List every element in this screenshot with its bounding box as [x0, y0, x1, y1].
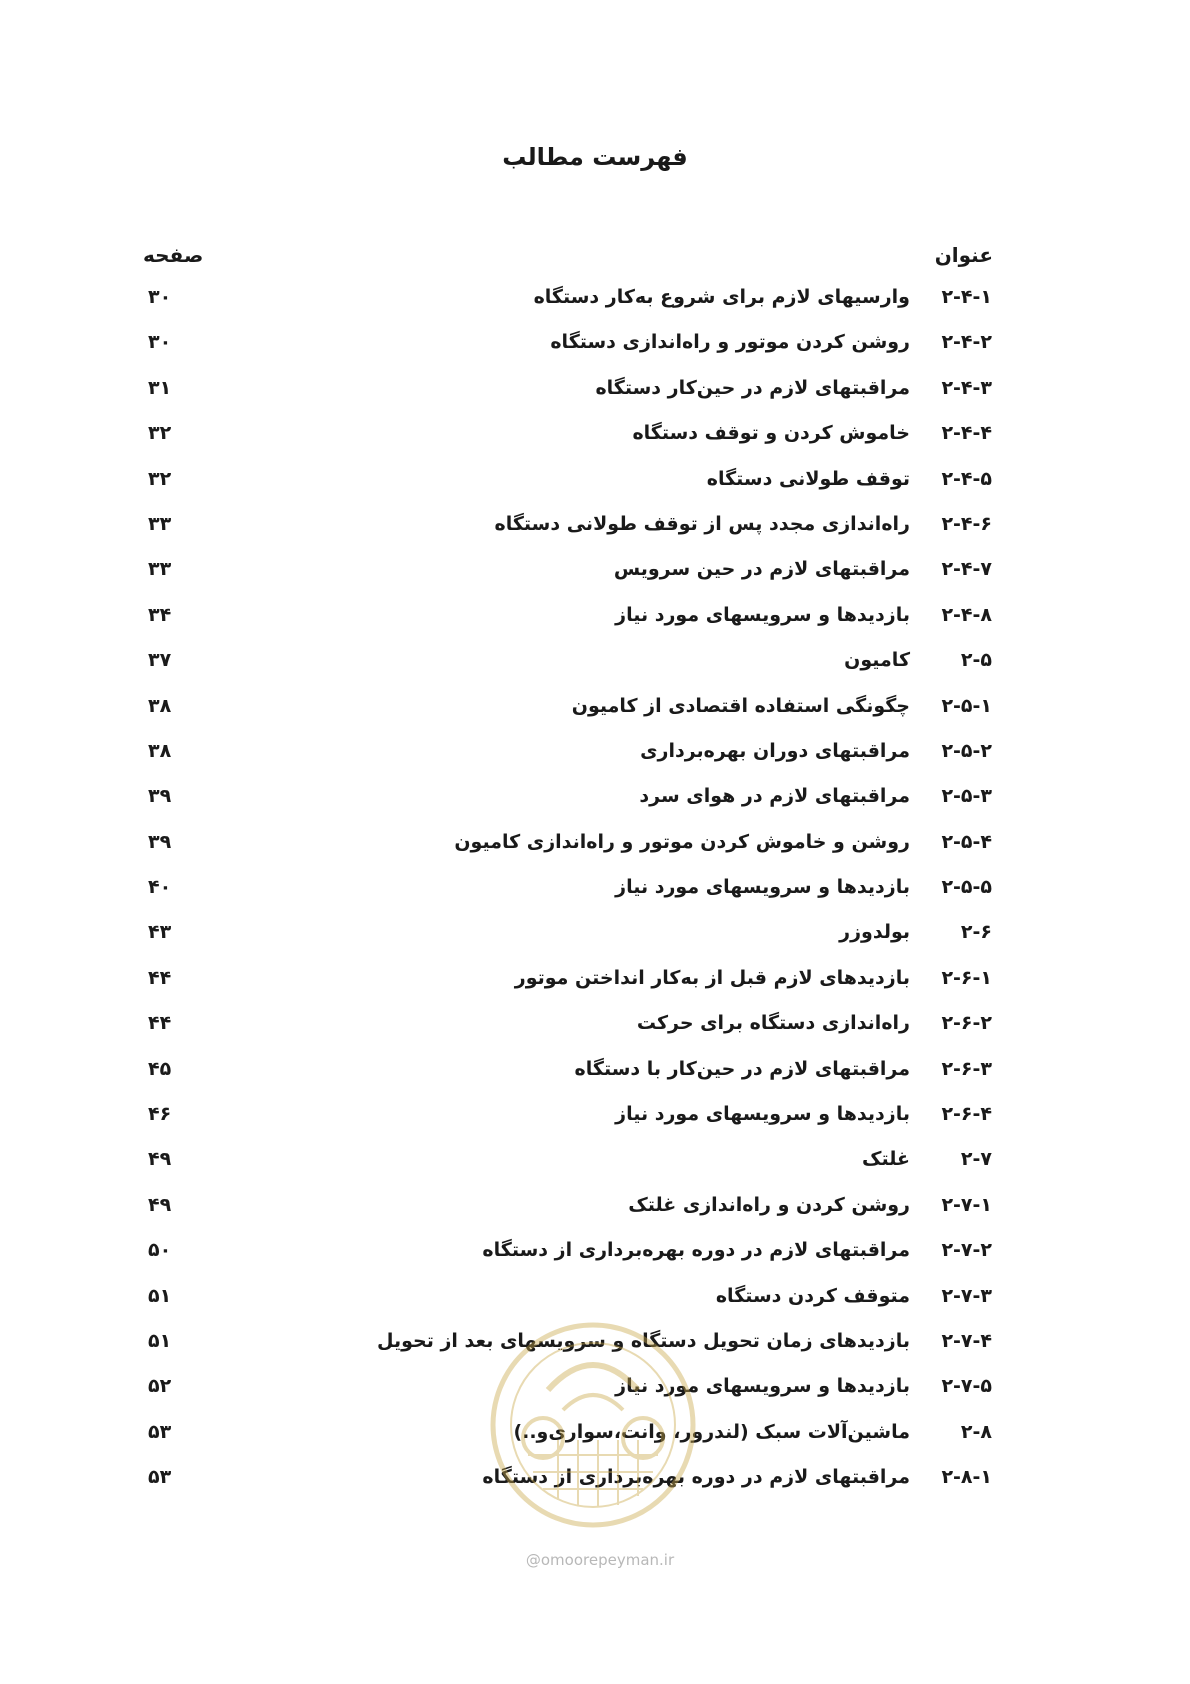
toc-entry-page: ۴۰: [148, 876, 172, 899]
toc-entry-number: ۲-۶: [960, 921, 992, 944]
toc-entry: [0, 695, 1190, 740]
toc-entry-title: وارسیهای لازم برای شروع به‌کار دستگاه: [533, 286, 910, 308]
toc-entry: [0, 785, 1190, 830]
page-title: فهرست مطالب: [502, 143, 688, 171]
toc-entry-page: ۵۳: [148, 1420, 172, 1443]
toc-entry: [0, 1421, 1190, 1466]
toc-entry: [0, 1239, 1190, 1284]
toc-entry-page: ۳۴: [148, 603, 172, 626]
toc-entry-page: ۳۲: [148, 422, 172, 445]
toc-entry: [0, 876, 1190, 921]
toc-entry-title: بازدیدها و سرویسهای مورد نیاز: [615, 603, 910, 626]
toc-entry-title: بولدوزر: [839, 921, 910, 944]
toc-entry-title: مراقبتهای لازم در هوای سرد: [639, 785, 910, 808]
toc-entry-page: ۳۱: [148, 376, 172, 399]
toc-entry-page: ۳۹: [148, 830, 172, 853]
toc-entry-number: ۲-۴-۴: [941, 422, 992, 445]
toc-entry-number: ۲-۸: [960, 1420, 992, 1443]
toc-entry: [0, 331, 1190, 376]
toc-entry-title: راه‌اندازی مجدد پس از توقف طولانی دستگاه: [494, 512, 910, 535]
toc-entry-page: ۴۴: [148, 1012, 172, 1035]
toc-entry-page: ۳۸: [148, 739, 172, 762]
toc-entry-number: ۲-۴-۱: [941, 286, 992, 308]
toc-entry-title: مراقبتهای لازم در دوره بهره‌برداری از دستگاه: [482, 1239, 910, 1262]
toc-entry-title: خاموش کردن و توقف دستگاه: [632, 422, 910, 445]
toc-entry-page: ۵۳: [148, 1466, 172, 1489]
toc-entry-title: ماشین‌آلات سبک (لندرور، وانت،سواری‌و..): [513, 1420, 910, 1443]
toc-entry-number: ۲-۵-۲: [941, 739, 992, 762]
toc-entry-title: مراقبتهای لازم در حین‌کار دستگاه: [595, 376, 910, 399]
toc-entry-page: ۳۰: [148, 331, 172, 354]
toc-entry: [0, 604, 1190, 649]
toc-entry-number: ۲-۵: [960, 649, 992, 672]
toc-entry: [0, 921, 1190, 966]
toc-entry: [0, 1058, 1190, 1103]
toc-entry-page: ۴۹: [148, 1148, 172, 1171]
column-title-header: عنوان: [934, 243, 993, 267]
toc-entry-title: چگونگی استفاده اقتصادی از کامیون: [571, 694, 910, 717]
toc-entry-page: ۵۱: [148, 1284, 172, 1307]
column-page-header: صفحه: [143, 243, 204, 267]
toc-entry: [0, 558, 1190, 603]
toc-entry: [0, 1375, 1190, 1420]
toc-entry-title: مراقبتهای لازم در حین سرویس: [613, 558, 910, 581]
toc-entry-page: ۳۳: [148, 558, 172, 581]
toc-entry-title: متوقف کردن دستگاه: [715, 1284, 910, 1307]
toc-entry-number: ۲-۷-۲: [941, 1239, 992, 1262]
toc-entry: [0, 967, 1190, 1012]
toc-entry-number: ۲-۵-۱: [941, 694, 992, 717]
toc-entry-number: ۲-۶-۴: [941, 1103, 992, 1126]
toc-entry: [0, 1148, 1190, 1193]
table-of-contents: [0, 286, 1190, 1512]
toc-entry: [0, 377, 1190, 422]
toc-entry-title: توقف طولانی دستگاه: [706, 467, 910, 490]
toc-entry-number: ۲-۷-۴: [941, 1329, 992, 1352]
toc-header: [0, 243, 1190, 273]
watermark-caption: @omoorepeyman.ir: [525, 1551, 675, 1569]
toc-entry-title: غلتک: [862, 1148, 910, 1171]
toc-entry: [0, 468, 1190, 513]
toc-entry-number: ۲-۶-۳: [941, 1057, 992, 1080]
toc-entry-title: مراقبتهای دوران بهره‌برداری: [640, 739, 910, 762]
toc-entry-title: کامیون: [844, 649, 910, 672]
toc-entry-title: روشن کردن موتور و راه‌اندازی دستگاه: [550, 331, 910, 354]
toc-entry-number: ۲-۴-۵: [941, 467, 992, 490]
toc-entry-page: ۵۲: [148, 1375, 172, 1398]
toc-entry-page: ۳۷: [148, 649, 172, 672]
toc-entry-title: بازدیدها و سرویسهای مورد نیاز: [615, 1103, 910, 1126]
toc-entry-number: ۲-۷-۵: [941, 1375, 992, 1398]
toc-entry: [0, 740, 1190, 785]
toc-entry: [0, 1285, 1190, 1330]
toc-entry-page: ۴۴: [148, 966, 172, 989]
toc-entry: [0, 649, 1190, 694]
toc-entry-page: ۳۳: [148, 512, 172, 535]
toc-entry-title: بازدیدهای لازم قبل از به‌کار انداختن موتور: [514, 966, 910, 989]
toc-entry-page: ۴۳: [148, 921, 172, 944]
toc-entry-number: ۲-۴-۶: [941, 512, 992, 535]
toc-entry-title: بازدیدها و سرویسهای مورد نیاز: [615, 1375, 910, 1398]
toc-entry-number: ۲-۴-۳: [941, 376, 992, 399]
toc-entry-title: مراقبتهای لازم در دوره بهره‌برداری از دستگاه: [482, 1466, 910, 1489]
toc-entry-number: ۲-۷-۳: [941, 1284, 992, 1307]
toc-entry-title: راه‌اندازی دستگاه برای حرکت: [636, 1012, 910, 1035]
toc-entry: [0, 1103, 1190, 1148]
toc-entry-number: ۲-۸-۱: [941, 1466, 992, 1489]
toc-entry-number: ۲-۵-۳: [941, 785, 992, 808]
toc-entry-title: روشن و خاموش کردن موتور و راه‌اندازی کامیون: [454, 830, 910, 853]
toc-entry: [0, 1012, 1190, 1057]
toc-entry-page: ۳۰: [148, 286, 172, 308]
toc-entry: [0, 1330, 1190, 1375]
toc-entry-page: ۴۹: [148, 1193, 172, 1216]
toc-entry-number: ۲-۴-۲: [941, 331, 992, 354]
toc-entry-title: بازدیدها و سرویسهای مورد نیاز: [615, 876, 910, 899]
toc-entry-page: ۴۶: [148, 1103, 172, 1126]
toc-entry-page: ۳۹: [148, 785, 172, 808]
toc-entry: [0, 513, 1190, 558]
toc-entry: [0, 1194, 1190, 1239]
toc-entry-number: ۲-۷-۱: [941, 1193, 992, 1216]
toc-entry-number: ۲-۴-۸: [941, 603, 992, 626]
toc-entry-number: ۲-۴-۷: [941, 558, 992, 581]
toc-entry-page: ۴۵: [148, 1057, 172, 1080]
toc-entry: [0, 422, 1190, 467]
toc-entry-page: ۳۲: [148, 467, 172, 490]
toc-entry-number: ۲-۶-۲: [941, 1012, 992, 1035]
toc-entry-page: ۵۱: [148, 1329, 172, 1352]
toc-entry: [0, 831, 1190, 876]
toc-entry-page: ۳۸: [148, 694, 172, 717]
toc-entry: [0, 286, 1190, 331]
toc-entry-number: ۲-۵-۴: [941, 830, 992, 853]
toc-entry-title: روشن کردن و راه‌اندازی غلتک: [628, 1193, 910, 1216]
toc-entry-number: ۲-۵-۵: [941, 876, 992, 899]
toc-entry-title: مراقبتهای لازم در حین‌کار با دستگاه: [574, 1057, 910, 1080]
toc-entry-number: ۲-۷: [960, 1148, 992, 1171]
toc-entry-number: ۲-۶-۱: [941, 966, 992, 989]
toc-entry: [0, 1466, 1190, 1511]
toc-entry-page: ۵۰: [148, 1239, 172, 1262]
toc-entry-title: بازدیدهای زمان تحویل دستگاه و سرویسهای بعد از تحویل: [377, 1329, 910, 1352]
